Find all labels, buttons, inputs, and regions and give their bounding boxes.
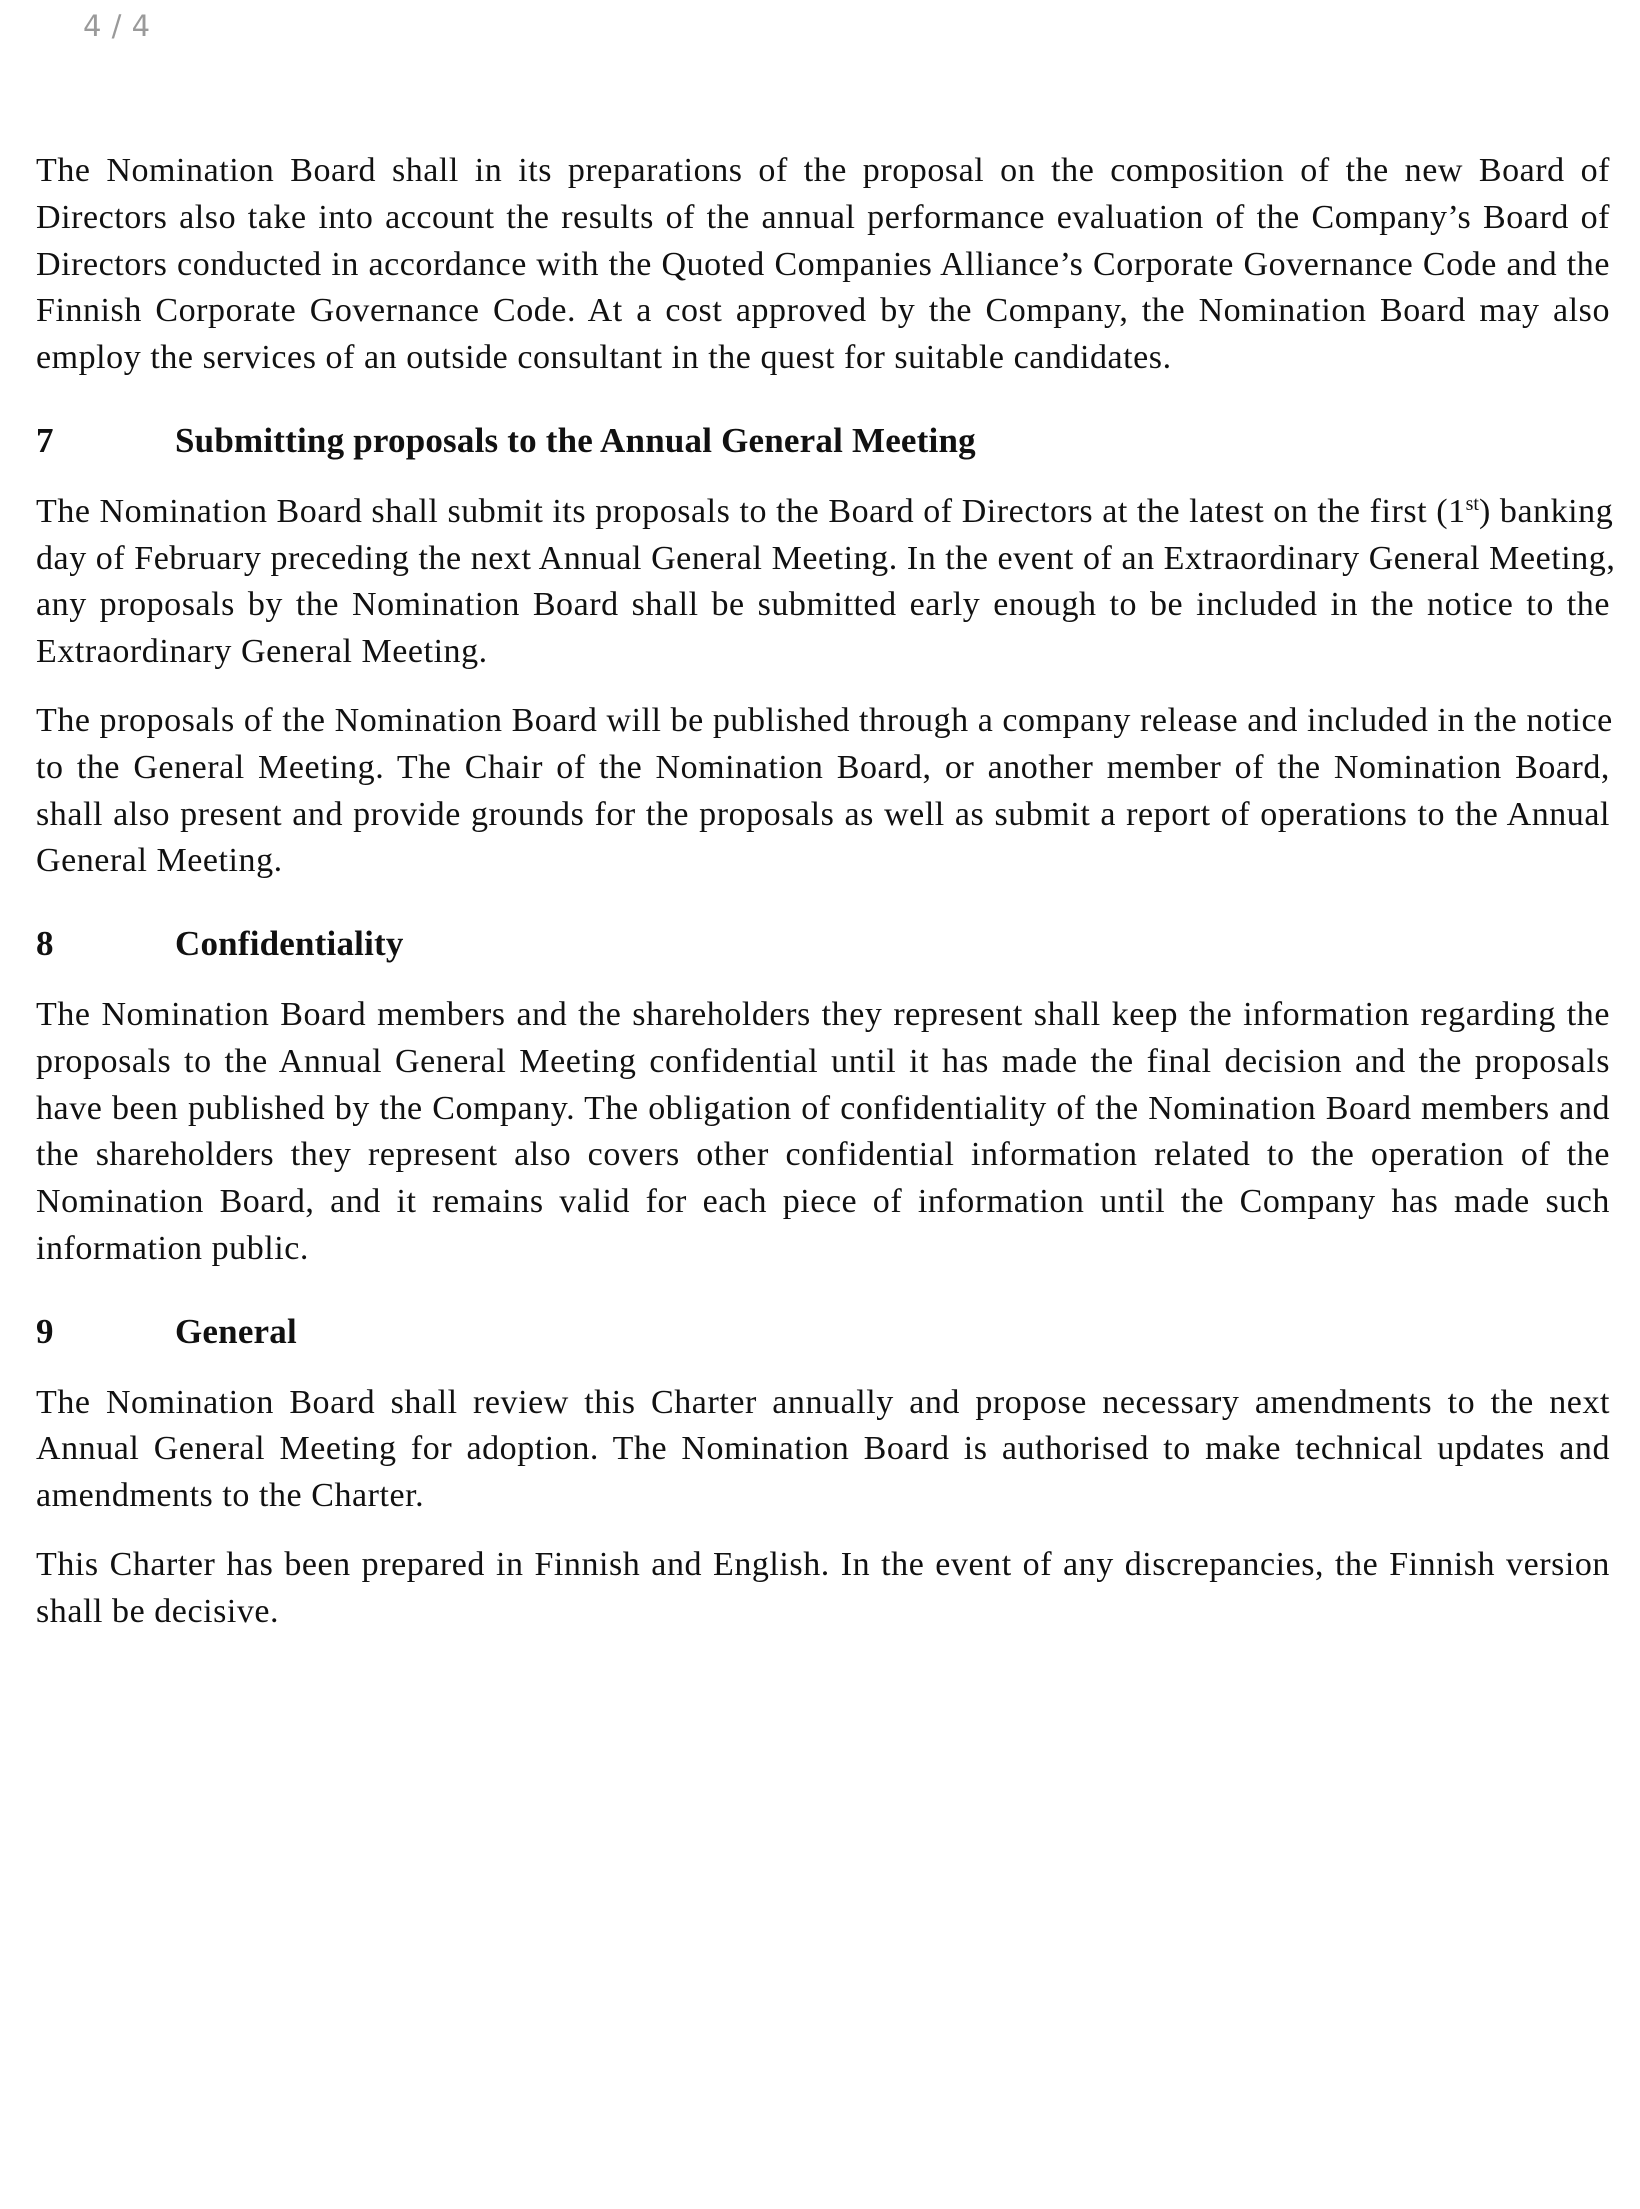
text-line: The Nomination Board shall review this Charter annually and propose necessary amendments to the next bbox=[36, 1383, 1610, 1421]
text-line: to the General Meeting. The Chair of the Nomination Board, or another member of the Nomination Board, bbox=[36, 748, 1610, 786]
section-heading-8 bbox=[36, 921, 1610, 968]
ordinal-superscript: st bbox=[1465, 492, 1479, 515]
text-line: amendments to the Charter. bbox=[36, 1477, 425, 1515]
section-title: Submitting proposals to the Annual General Meeting bbox=[175, 420, 976, 460]
document-page bbox=[36, 148, 1616, 1658]
page-indicator: 4 / 4 bbox=[83, 9, 151, 43]
text-line: General Meeting. bbox=[36, 842, 283, 880]
paragraph-publication bbox=[36, 698, 1613, 885]
paragraph-submission-deadline bbox=[36, 489, 1616, 676]
text-fragment: ) banking bbox=[1478, 492, 1614, 530]
text-line: have been published by the Company. The obligation of confidentiality of the Nomination Board members and bbox=[36, 1089, 1610, 1127]
text-line: The proposals of the Nomination Board will be published through a company release and included in the notice bbox=[36, 701, 1613, 739]
text-line: information public. bbox=[36, 1229, 309, 1267]
section-heading-9 bbox=[36, 1309, 1610, 1356]
paragraph-charter-review bbox=[36, 1380, 1610, 1520]
text-line: employ the services of an outside consultant in the quest for suitable candidates. bbox=[36, 339, 1172, 377]
section-number: 9 bbox=[36, 1311, 54, 1351]
text-line: The Nomination Board shall in its preparations of the proposal on the composition of the new Board of bbox=[36, 152, 1610, 189]
text-line: proposals to the Annual General Meeting confidential until it has made the final decision and the proposals bbox=[36, 1042, 1610, 1080]
text-line: day of February preceding the next Annual General Meeting. In the event of an Extraordinary General Meeting, bbox=[36, 539, 1616, 577]
text-fragment: The Nomination Board shall submit its proposals to the Board of Directors at the latest on the first (1 bbox=[36, 492, 1466, 530]
text-line: This Charter has been prepared in Finnish and English. In the event of any discrepancies, the Finnish version bbox=[36, 1545, 1610, 1583]
text-line: Directors also take into account the results of the annual performance evaluation of the Company’s Board of bbox=[36, 198, 1610, 236]
section-number: 7 bbox=[36, 420, 54, 460]
text-line: shall be decisive. bbox=[36, 1592, 280, 1630]
text-line: Finnish Corporate Governance Code. At a cost approved by the Company, the Nomination Board may also bbox=[36, 292, 1610, 330]
section-number: 8 bbox=[36, 924, 54, 964]
paragraph-nomination-evaluation bbox=[36, 148, 1610, 382]
text-line: Nomination Board, and it remains valid for each piece of information until the Company has made such bbox=[36, 1183, 1610, 1221]
section-heading-7 bbox=[36, 418, 1610, 465]
section-title: General bbox=[175, 1311, 297, 1351]
text-line bbox=[36, 489, 1614, 536]
paragraph-language-versions bbox=[36, 1542, 1610, 1636]
text-line: any proposals by the Nomination Board shall be submitted early enough to be included in the notice to the bbox=[36, 586, 1610, 624]
text-line: shall also present and provide grounds for the proposals as well as submit a report of operations to the Annual bbox=[36, 795, 1610, 833]
text-line: The Nomination Board members and the shareholders they represent shall keep the information regarding the bbox=[36, 995, 1610, 1033]
text-line: Annual General Meeting for adoption. The Nomination Board is authorised to make technical updates and bbox=[36, 1430, 1610, 1468]
section-title: Confidentiality bbox=[175, 924, 404, 964]
text-line: the shareholders they represent also covers other confidential information related to the operation of the bbox=[36, 1136, 1610, 1174]
text-line: Directors conducted in accordance with the Quoted Companies Alliance’s Corporate Governance Code and the bbox=[36, 245, 1610, 283]
paragraph-confidentiality bbox=[36, 992, 1610, 1273]
text-line: Extraordinary General Meeting. bbox=[36, 633, 488, 671]
